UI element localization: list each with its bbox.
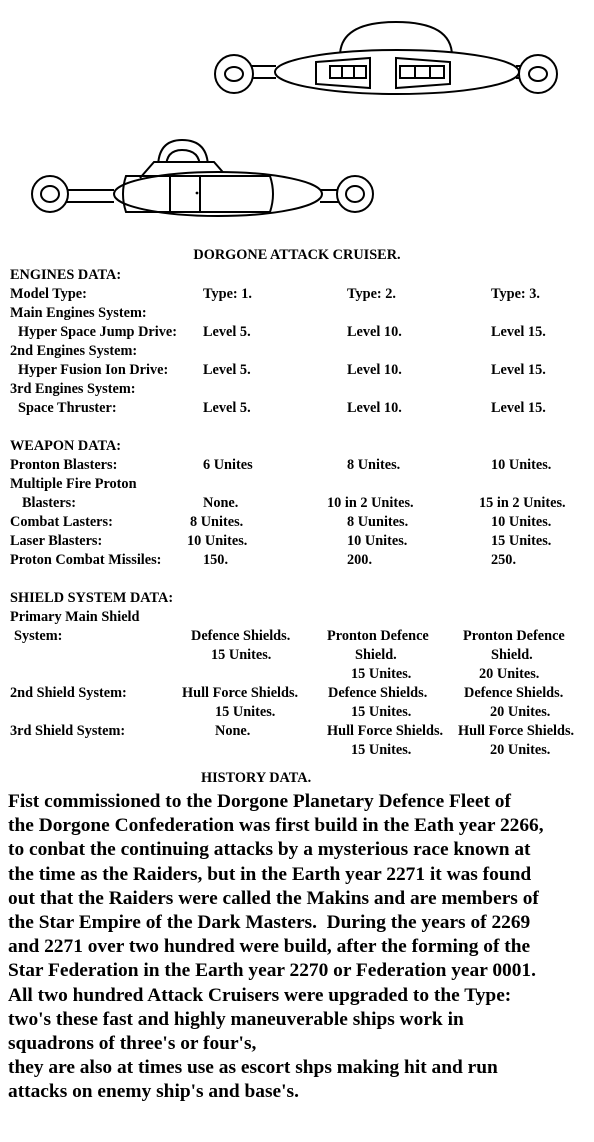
- type-1-header: Type: 1.: [203, 286, 252, 302]
- combat-lasters-type3: 10 Unites.: [491, 514, 552, 530]
- ship-top-view-drawing: [210, 18, 560, 100]
- second-engine-type3: Level 15.: [491, 362, 546, 378]
- primary-shield-type3-units: 20 Unites.: [479, 666, 540, 682]
- third-shield-type1: None.: [215, 723, 251, 739]
- proton-missiles-type2: 200.: [347, 552, 373, 568]
- second-shield-type3-name: Defence Shields.: [464, 685, 564, 701]
- hyper-space-jump-drive-label: Hyper Space Jump Drive:: [18, 324, 177, 340]
- primary-shield-label-line1: Primary Main Shield: [10, 609, 140, 625]
- second-shield-type1-units: 15 Unites.: [215, 704, 276, 720]
- combat-lasters-type1: 8 Unites.: [190, 514, 244, 530]
- pronton-blasters-type3: 10 Unites.: [491, 457, 552, 473]
- pronton-blasters-type2: 8 Unites.: [347, 457, 401, 473]
- space-thruster-label: Space Thruster:: [18, 400, 117, 416]
- main-engines-label: Main Engines System:: [10, 305, 147, 321]
- pronton-blasters-type1: 6 Unites: [203, 457, 253, 473]
- proton-missiles-label: Proton Combat Missiles:: [10, 552, 162, 568]
- ship-side-view-drawing: [30, 136, 380, 226]
- primary-shield-type2-name: Pronton Defence: [327, 628, 429, 644]
- third-engine-type1: Level 5.: [203, 400, 251, 416]
- primary-shield-label-line2: System:: [14, 628, 63, 644]
- weapons-heading: WEAPON DATA:: [10, 438, 122, 454]
- multi-fire-type2: 10 in 2 Unites.: [327, 495, 414, 511]
- history-heading: HISTORY DATA.: [201, 770, 312, 786]
- third-engines-label: 3rd Engines System:: [10, 381, 136, 397]
- third-shield-type2-units: 15 Unites.: [351, 742, 412, 758]
- third-shield-type2-name: Hull Force Shields.: [327, 723, 444, 739]
- engines-heading: ENGINES DATA:: [10, 267, 122, 283]
- combat-lasters-label: Combat Lasters:: [10, 514, 113, 530]
- multi-fire-type1: None.: [203, 495, 239, 511]
- primary-shield-type2-units: 15 Unites.: [351, 666, 412, 682]
- primary-shield-type3-name: Pronton Defence: [463, 628, 565, 644]
- pronton-blasters-label: Pronton Blasters:: [10, 457, 118, 473]
- model-type-label: Model Type:: [10, 286, 87, 302]
- primary-shield-type1-name: Defence Shields.: [191, 628, 291, 644]
- primary-shield-type2-shield: Shield.: [355, 647, 397, 663]
- second-engine-type2: Level 10.: [347, 362, 402, 378]
- third-shield-label: 3rd Shield System:: [10, 723, 126, 739]
- multi-fire-type3: 15 in 2 Unites.: [479, 495, 566, 511]
- second-shield-type2-units: 15 Unites.: [351, 704, 412, 720]
- hyper-fusion-ion-drive-label: Hyper Fusion Ion Drive:: [18, 362, 169, 378]
- page-title: DORGONE ATTACK CRUISER.: [193, 247, 401, 263]
- second-engine-type1: Level 5.: [203, 362, 251, 378]
- third-engine-type3: Level 15.: [491, 400, 546, 416]
- type-3-header: Type: 3.: [491, 286, 540, 302]
- second-shield-type3-units: 20 Unites.: [490, 704, 551, 720]
- main-engine-type2: Level 10.: [347, 324, 402, 340]
- second-shield-type2-name: Defence Shields.: [328, 685, 428, 701]
- multi-fire-label-line1: Multiple Fire Proton: [10, 476, 137, 492]
- laser-blasters-type1: 10 Unites.: [187, 533, 248, 549]
- proton-missiles-type3: 250.: [491, 552, 517, 568]
- primary-shield-type1-units: 15 Unites.: [211, 647, 272, 663]
- second-shield-label: 2nd Shield System:: [10, 685, 127, 701]
- multi-fire-label-line2: Blasters:: [22, 495, 76, 511]
- history-text: Fist commissioned to the Dorgone Planetary Defence Fleet of the Dorgone Confederation was first build in the Eath year 2266, to conbat the continuing attacks by a mysterious race known at the time as the Raiders, but in the Earth year 2271 it was found out that the Raiders were called the Makins and are members of the Star Empire of the Dark Masters. During the years of 2269 and 2271 over two hundred were build, after the forming of the Star Federation in the Earth year 2270 or Federation year 0001. All two hundred Attack Cruisers were upgraded to the Type: two's these fast and highly maneuverable ships work in squadrons of three's or four's, they are also at times use as escort shps making hit and run attacks on enemy ship's and base's.: [8, 791, 544, 1103]
- second-shield-type1-name: Hull Force Shields.: [182, 685, 299, 701]
- shields-heading: SHIELD SYSTEM DATA:: [10, 590, 174, 606]
- laser-blasters-type2: 10 Unites.: [347, 533, 408, 549]
- primary-shield-type3-shield: Shield.: [491, 647, 533, 663]
- laser-blasters-type3: 15 Unites.: [491, 533, 552, 549]
- main-engine-type3: Level 15.: [491, 324, 546, 340]
- proton-missiles-type1: 150.: [203, 552, 229, 568]
- combat-lasters-type2: 8 Uunites.: [347, 514, 409, 530]
- third-engine-type2: Level 10.: [347, 400, 402, 416]
- laser-blasters-label: Laser Blasters:: [10, 533, 103, 549]
- main-engine-type1: Level 5.: [203, 324, 251, 340]
- second-engines-label: 2nd Engines System:: [10, 343, 138, 359]
- third-shield-type3-units: 20 Unites.: [490, 742, 551, 758]
- third-shield-type3-name: Hull Force Shields.: [458, 723, 575, 739]
- type-2-header: Type: 2.: [347, 286, 396, 302]
